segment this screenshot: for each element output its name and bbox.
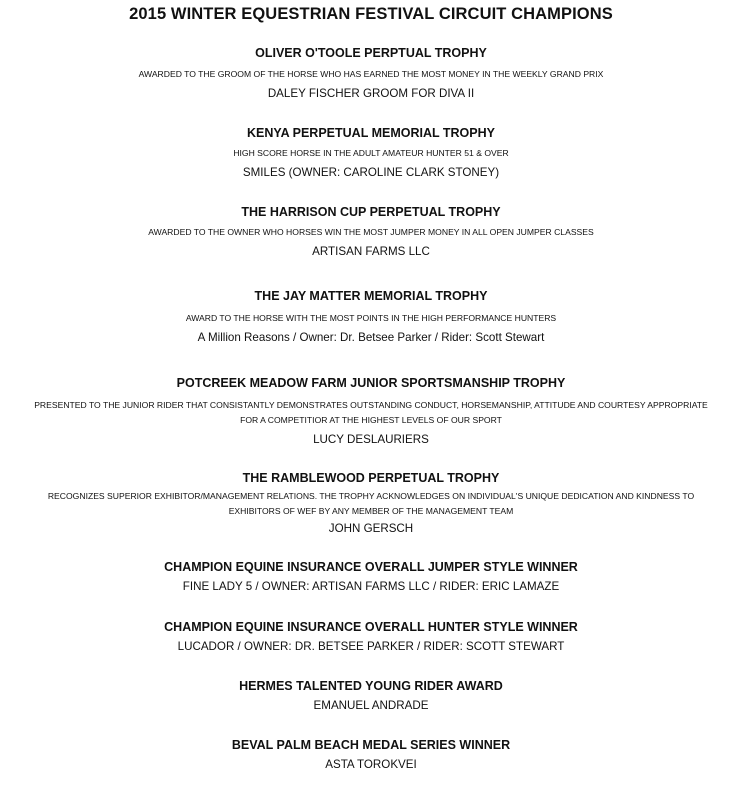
award-winner: ARTISAN FARMS LLC [312, 245, 430, 258]
award-winner: FINE LADY 5 / OWNER: ARTISAN FARMS LLC / RIDER: ERIC LAMAZE [182, 580, 560, 593]
award-winner: SMILES (OWNER: CAROLINE CLARK STONEY) [242, 166, 500, 179]
award-winner: JOHN GERSCH [328, 522, 414, 535]
award-name: CHAMPION EQUINE INSURANCE OVERALL HUNTER STYLE WINNER [164, 620, 578, 634]
award-name: THE HARRISON CUP PERPETUAL TROPHY [241, 205, 501, 219]
award-winner: LUCY DESLAURIERS [313, 433, 429, 446]
award-description: AWARDED TO THE GROOM OF THE HORSE WHO HAS EARNED THE MOST MONEY IN THE WEEKLY GRAND PRIX [138, 69, 604, 79]
award-description: AWARDED TO THE OWNER WHO HORSES WIN THE MOST JUMPER MONEY IN ALL OPEN JUMPER CLASSES [148, 227, 594, 237]
award-description: HIGH SCORE HORSE IN THE ADULT AMATEUR HUNTER 51 & OVER [233, 148, 509, 158]
page-title: 2015 WINTER EQUESTRIAN FESTIVAL CIRCUIT CHAMPIONS [129, 5, 613, 23]
award-description [0, 489, 742, 519]
award-name: KENYA PERPETUAL MEMORIAL TROPHY [247, 126, 495, 140]
award-description [0, 398, 742, 428]
award-name: OLIVER O'TOOLE PERPTUAL TROPHY [255, 46, 487, 60]
award-description-line: EXHIBITORS OF WEF BY ANY MEMBER OF THE MANAGEMENT TEAM [228, 506, 514, 516]
award-name: THE RAMBLEWOOD PERPETUAL TROPHY [242, 471, 500, 485]
award-winner: DALEY FISCHER GROOM FOR DIVA II [267, 87, 475, 100]
award-name: CHAMPION EQUINE INSURANCE OVERALL JUMPER STYLE WINNER [164, 560, 578, 574]
award-description-line: PRESENTED TO THE JUNIOR RIDER THAT CONSISTANTLY DEMONSTRATES OUTSTANDING CONDUCT, HORSEMANSHIP, ATTITUDE AND COURTESY APPROPRIATE [34, 400, 708, 410]
award-name: POTCREEK MEADOW FARM JUNIOR SPORTSMANSHIP TROPHY [176, 376, 566, 390]
award-winner: ASTA TOROKVEI [325, 758, 417, 771]
award-name: HERMES TALENTED YOUNG RIDER AWARD [239, 679, 503, 693]
award-description: AWARD TO THE HORSE WITH THE MOST POINTS IN THE HIGH PERFORMANCE HUNTERS [185, 313, 557, 323]
award-winner: LUCADOR / OWNER: DR. BETSEE PARKER / RIDER: SCOTT STEWART [177, 640, 565, 653]
award-name: THE JAY MATTER MEMORIAL TROPHY [254, 289, 488, 303]
award-description-line: RECOGNIZES SUPERIOR EXHIBITOR/MANAGEMENT RELATIONS. THE TROPHY ACKNOWLEDGES ON INDIVIDUAL'S UNIQUE DEDICATION AND KINDNESS TO [47, 491, 695, 501]
award-winner: A Million Reasons / Owner: Dr. Betsee Parker / Rider: Scott Stewart [197, 331, 545, 344]
award-description-line: FOR A COMPETITIOR AT THE HIGHEST LEVELS OF OUR SPORT [240, 415, 502, 425]
award-name: BEVAL PALM BEACH MEDAL SERIES WINNER [231, 738, 511, 752]
award-winner: EMANUEL ANDRADE [313, 699, 429, 712]
